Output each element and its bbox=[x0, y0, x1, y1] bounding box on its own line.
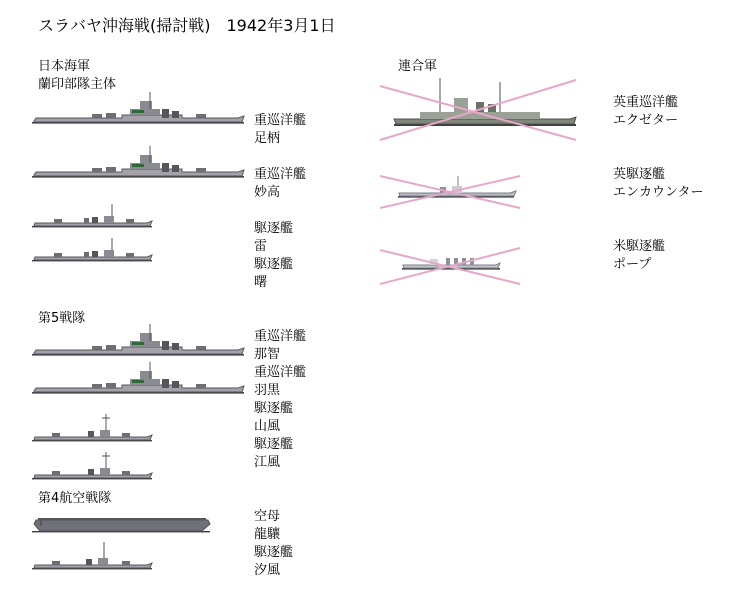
ship-name: ポープ bbox=[613, 257, 652, 272]
ship-name: 雷 bbox=[254, 239, 268, 254]
ship-type: 重巡洋艦 bbox=[254, 167, 307, 182]
funnel bbox=[162, 109, 169, 118]
funnel bbox=[172, 165, 179, 172]
turret bbox=[196, 114, 206, 118]
ship-type: 駆逐艦 bbox=[254, 221, 294, 236]
turret bbox=[196, 384, 206, 388]
funnel bbox=[162, 163, 169, 172]
hull bbox=[34, 520, 210, 531]
turret bbox=[52, 471, 60, 475]
turret bbox=[106, 167, 116, 172]
bridge bbox=[100, 430, 110, 437]
turret bbox=[196, 168, 206, 172]
bridge bbox=[104, 216, 114, 223]
turret bbox=[106, 345, 116, 350]
destroyer-silhouette-shiokaze bbox=[32, 542, 152, 574]
heavy-cruiser-silhouette-nachi bbox=[32, 324, 244, 366]
destroyer-silhouette-yamakaze bbox=[32, 414, 152, 448]
turret bbox=[106, 383, 116, 388]
ship-name: 那智 bbox=[254, 347, 281, 362]
camouflage bbox=[132, 380, 144, 383]
ship-type: 英重巡洋艦 bbox=[613, 95, 679, 110]
destroyer-silhouette-encounter bbox=[380, 172, 520, 212]
carrier-silhouette-ryujo bbox=[32, 514, 210, 536]
turret bbox=[52, 433, 60, 437]
ship-name: 羽黒 bbox=[254, 383, 281, 398]
funnel bbox=[446, 258, 450, 265]
funnel bbox=[162, 341, 169, 350]
funnel bbox=[84, 218, 89, 223]
turret bbox=[122, 561, 130, 565]
funnel bbox=[86, 559, 92, 565]
destroyer-silhouette-ikazuchi bbox=[32, 204, 152, 234]
ship-type: 米駆逐艦 bbox=[613, 239, 666, 254]
destroyer-silhouette-pope bbox=[380, 240, 520, 286]
group3-label: 第4航空戦隊 bbox=[38, 491, 112, 506]
ship-name: 山風 bbox=[254, 419, 281, 434]
destroyer-silhouette-akebono bbox=[32, 238, 152, 268]
funnel bbox=[84, 252, 89, 257]
ship-type: 駆逐艦 bbox=[254, 257, 294, 272]
ship-name: 妙高 bbox=[254, 185, 281, 200]
ship-name: 江風 bbox=[254, 455, 281, 470]
heavy-cruiser-silhouette-exeter bbox=[380, 68, 580, 142]
funnel bbox=[88, 431, 94, 437]
turret bbox=[106, 113, 116, 118]
turret bbox=[92, 114, 102, 118]
funnel bbox=[172, 343, 179, 350]
ship-type: 駆逐艦 bbox=[254, 437, 294, 452]
page-title: スラバヤ沖海戦(掃討戦) 1942年3月1日 bbox=[38, 16, 336, 35]
bridge bbox=[104, 250, 114, 257]
turret bbox=[126, 253, 134, 257]
allies-heading: 連合軍 bbox=[398, 59, 438, 74]
heavy-cruiser-silhouette-haguro bbox=[32, 362, 244, 404]
ship-name: 曙 bbox=[254, 275, 268, 290]
ship-type: 重巡洋艦 bbox=[254, 365, 307, 380]
bridge bbox=[98, 558, 108, 565]
funnel bbox=[92, 217, 98, 223]
destroyer-silhouette-kawakaze bbox=[32, 452, 152, 486]
ship-type: 重巡洋艦 bbox=[254, 329, 307, 344]
camouflage bbox=[132, 342, 144, 345]
turret bbox=[122, 471, 130, 475]
ship-name: 龍驤 bbox=[254, 527, 281, 542]
ship-type: 空母 bbox=[254, 509, 281, 524]
turret bbox=[92, 346, 102, 350]
turret bbox=[122, 433, 130, 437]
ship-name: 汐風 bbox=[254, 563, 281, 578]
group1-label: 蘭印部隊主体 bbox=[38, 77, 117, 92]
turret bbox=[126, 219, 134, 223]
heavy-cruiser-silhouette-ashigara bbox=[32, 92, 244, 134]
hull bbox=[34, 169, 244, 176]
funnel bbox=[162, 379, 169, 388]
funnel bbox=[92, 251, 98, 257]
ship-name: エンカウンター bbox=[613, 185, 704, 200]
turret bbox=[54, 253, 62, 257]
turret bbox=[54, 219, 62, 223]
funnel bbox=[172, 381, 179, 388]
hull bbox=[34, 115, 244, 122]
deck-support bbox=[40, 520, 42, 526]
turret bbox=[196, 346, 206, 350]
ship-name: 足柄 bbox=[254, 131, 281, 146]
ship-type: 英駆逐艦 bbox=[613, 167, 666, 182]
bridge bbox=[100, 468, 110, 475]
ship-type: 重巡洋艦 bbox=[254, 113, 307, 128]
hull bbox=[34, 385, 244, 392]
turret bbox=[92, 168, 102, 172]
ship-name: エクゼター bbox=[613, 113, 679, 128]
funnel bbox=[172, 111, 179, 118]
turret bbox=[92, 384, 102, 388]
camouflage bbox=[132, 110, 144, 113]
funnel bbox=[88, 469, 94, 475]
ship-type: 駆逐艦 bbox=[254, 401, 294, 416]
japan-heading: 日本海軍 bbox=[38, 59, 91, 74]
hull bbox=[34, 563, 152, 568]
heavy-cruiser-silhouette-myoko bbox=[32, 146, 244, 188]
turret bbox=[52, 561, 60, 565]
ship-type: 駆逐艦 bbox=[254, 545, 294, 560]
hull bbox=[34, 347, 244, 354]
group2-label: 第5戦隊 bbox=[38, 311, 86, 326]
camouflage bbox=[132, 164, 144, 167]
